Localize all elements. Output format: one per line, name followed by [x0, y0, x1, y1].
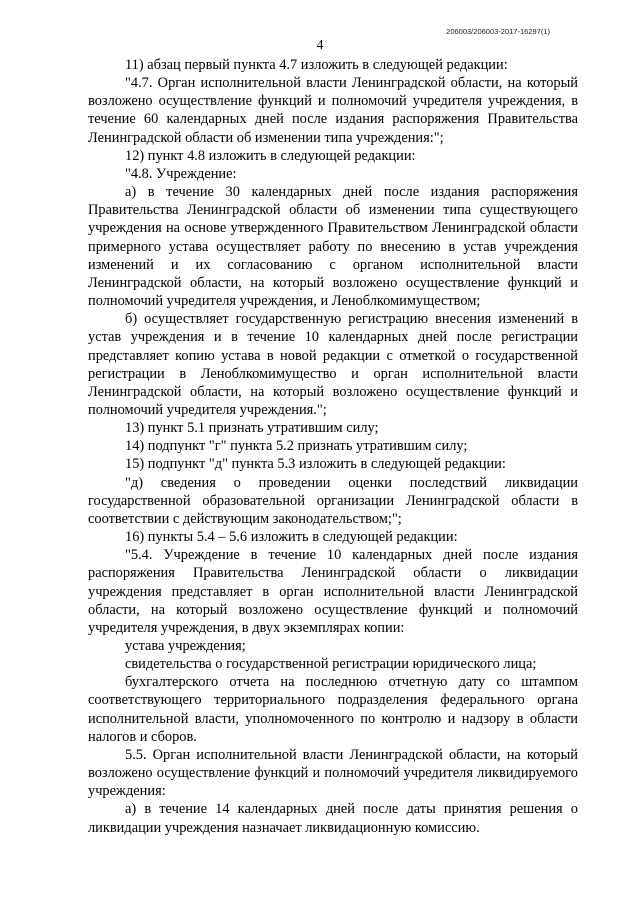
paragraph: "д) сведения о проведении оценки последствий ликвидации государственной образовательной организации Ленинградской области в соответствии с действующим законодательством;";: [88, 474, 578, 527]
paragraph: устава учреждения;: [125, 638, 246, 654]
paragraph: "4.8. Учреждение:: [125, 165, 237, 182]
paragraph: 14) подпункт "г" пункта 5.2 признать утратившим силу;: [125, 438, 468, 455]
paragraph: а) в течение 30 календарных дней после издания распоряжения Правительства Ленинградской области об изменении типа существующего учреждения на основе утвержденного Правительством Ленинградской области примерного устава осуществляет работу по внесению в устав учреждения изменений и их согласованию с органом исполнительной власти Ленинградской области, на который возложено осуществление функций и полномочий учредителя учреждения, и Леноблкомимуществом;: [88, 184, 578, 310]
paragraph: 16) пункты 5.4 – 5.6 изложить в следующей редакции:: [125, 529, 458, 546]
paragraph: бухгалтерского отчета на последнюю отчетную дату со штампом соответствующего территориального подразделения федерального органа исполнительной власти, уполномоченного по контролю и надзору в области налогов и сборов.: [88, 674, 578, 745]
paragraph: 15) подпункт "д" пункта 5.3 изложить в следующей редакции:: [125, 456, 506, 473]
paragraph: а) в течение 14 календарных дней после даты принятия решения о ликвидации учреждения назначает ликвидационную комиссию.: [88, 801, 578, 836]
paragraph: 5.5. Орган исполнительной власти Ленинградской области, на который возложено осуществление функций и полномочий учредителя ликвидируемого учреждения:: [88, 746, 578, 800]
paragraph: "5.4. Учреждение в течение 10 календарных дней после издания распоряжения Правительства Ленинградской области о ликвидации учреждения представляет в орган исполнительной власти Ленинградской области, на который возложено осуществление функций и полномочий учредителя учреждения, в двух экземплярах копии:: [88, 547, 578, 636]
paragraph: "4.7. Орган исполнительной власти Ленинградской области, на который возложено осуществление функций и полномочий учредителя учреждения, в течение 60 календарных дней после издания распоряжения Правительства Ленинградской области об изменении типа учреждения:";: [88, 75, 578, 146]
paragraph: 12) пункт 4.8 изложить в следующей редакции:: [125, 147, 416, 164]
paragraph: б) осуществляет государственную регистрацию внесения изменений в устав учреждения и в течение 10 календарных дней после регистрации представляет копию устава в новой редакции с отметкой о государственной регистрации в Леноблкомимущество и орган исполнительной власти Ленинградской области, на который возложено осуществление функций и полномочий учредителя учреждения.";: [88, 311, 578, 418]
document-body: [88, 56, 578, 837]
page-number: 4: [316, 37, 324, 52]
paragraph: 11) абзац первый пункта 4.7 изложить в следующей редакции:: [125, 57, 508, 73]
paragraph: свидетельства о государственной регистрации юридического лица;: [125, 656, 537, 673]
document-code: 206003/206003-2017-16297(1): [446, 27, 550, 36]
paragraph: 13) пункт 5.1 признать утратившим силу;: [125, 420, 379, 437]
